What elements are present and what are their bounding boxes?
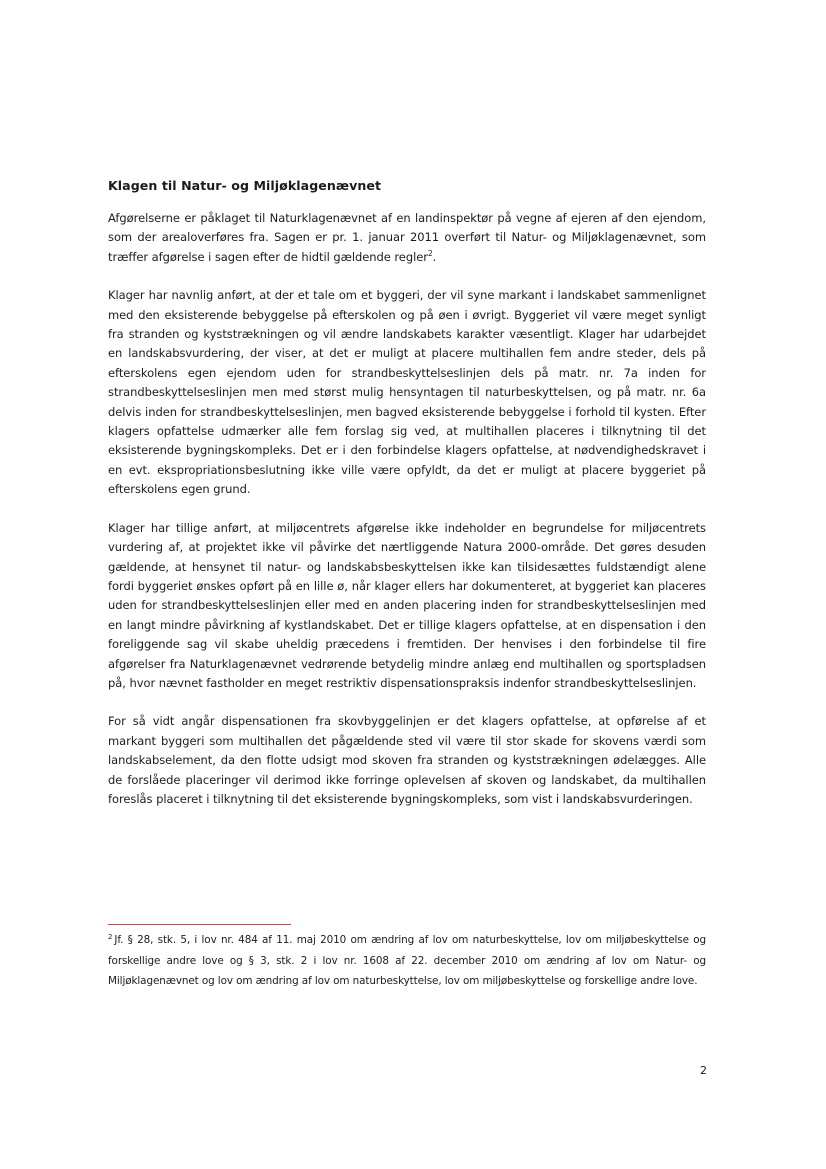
footnote [108,930,706,992]
paragraph-additional-arguments: Klager har tillige anført, at miljøcentrets afgørelse ikke indeholder en begrundelse for miljøcentrets vurdering af, at projektet ikke vil påvirke det nærtliggende Natura 2000-område. Det gøres desuden gældende, at hensynet til natur- og landskabsbeskyttelsen ikke kan tilsidesættes fuldstændigt alene fordi byggeriet ønskes opført på en lille ø, når klager ellers har dokumenteret, at byggeriet kan placeres uden for strandbeskyttelseslinjen eller med en anden placering inden for strandbeskyttelseslinjen med en langt mindre påvirkning af kystlandskabet. Det er tillige klagers opfattelse, at en dispensation i den foreliggende sag vil skabe uheldig præcedens i fremtiden. Der henvises i den forbindelse til fire afgørelser fra Naturklagenævnet vedrørende betydelig mindre anlæg end multihallen og sportspladsen på, hvor nævnet fastholder en meget restriktiv dispensationspraksis indenfor strandbeskyttelseslinjen. [108,520,706,690]
paragraph-tail: . [432,249,437,264]
footnote-reference[interactable]: 2 [427,248,433,258]
paragraph-complainant-arguments: Klager har navnlig anført, at der et tale om et byggeri, der vil syne markant i landskabet sammenlignet med den eksisterende bebyggelse på efterskolen og på øen i øvrigt. Byggeriet vil være meget synligt fra stranden og kyststrækningen og vil ændre landskabets karakter væsentligt. Klager har udarbejdet en landskabsvurdering, der viser, at det er muligt at placere multihallen fem andre steder, dels på efterskolens egen ejendom uden for strandbeskyttelseslinjen dels på matr. nr. 7a inden for strandbeskyttelseslinjen men med størst mulig hensyntagen til naturbeskyttelsen, og på matr. nr. 6a delvis inden for strandbeskyttelseslinjen, men bagved eksisterende bebyggelse i forhold til kysten. Efter klagers opfattelse udmærker alle fem forslag sig ved, at multihallen placeres i tilknytning til det eksisterende bygningskompleks. Det er i den forbindelse klagers opfattelse, at nødvendighedskravet i en evt. ekspropriationsbeslutning ikke ville være opfyldt, da det er muligt at placere byggeriet på efterskolens egen grund. [108,288,706,497]
body-text [108,209,706,828]
footnote-divider [108,924,291,925]
paragraph-text: Afgørelserne er påklaget til Naturklagenævnet af en landinspektør på vegne af ejeren af den ejendom, som der arealoverføres fra. Sagen er pr. 1. januar 2011 overført til Natur- og Miljøklagenævnet, som træffer afgørelse i sagen efter de hidtil gældende regler [108,211,706,264]
page-number: 2 [700,1064,707,1077]
paragraph-appeal-intro [108,209,706,267]
footnote-text: Jf. § 28, stk. 5, i lov nr. 484 af 11. maj 2010 om ændring af lov om naturbeskyttelse, lov om miljøbeskyttelse og forskellige andre love og § 3, stk. 2 i lov nr. 1608 af 22. december 2010 om ændring af lov om Natur- og Miljøklagenævnet og lov om ændring af lov om naturbeskyttelse, lov om miljøbeskyttelse og forskellige andre love. [108,934,706,987]
paragraph-forest-line: For så vidt angår dispensationen fra skovbyggelinjen er det klagers opfattelse, at opførelse af et markant byggeri som multihallen det pågældende sted vil være til stor skade for skovens værdi som landskabselement, da den flotte udsigt mod skoven fra stranden og kyststrækningen ødelægges. Alle de forslåede placeringer vil derimod ikke forringe oplevelsen af skoven og landskabet, da multihallen foreslås placeret i tilknytning til det eksisterende bygningskompleks, som vist i landskabsvurderingen. [108,714,706,806]
section-heading: Klagen til Natur- og Miljøklagenævnet [108,178,382,193]
footnote-marker: 2 [108,932,113,941]
